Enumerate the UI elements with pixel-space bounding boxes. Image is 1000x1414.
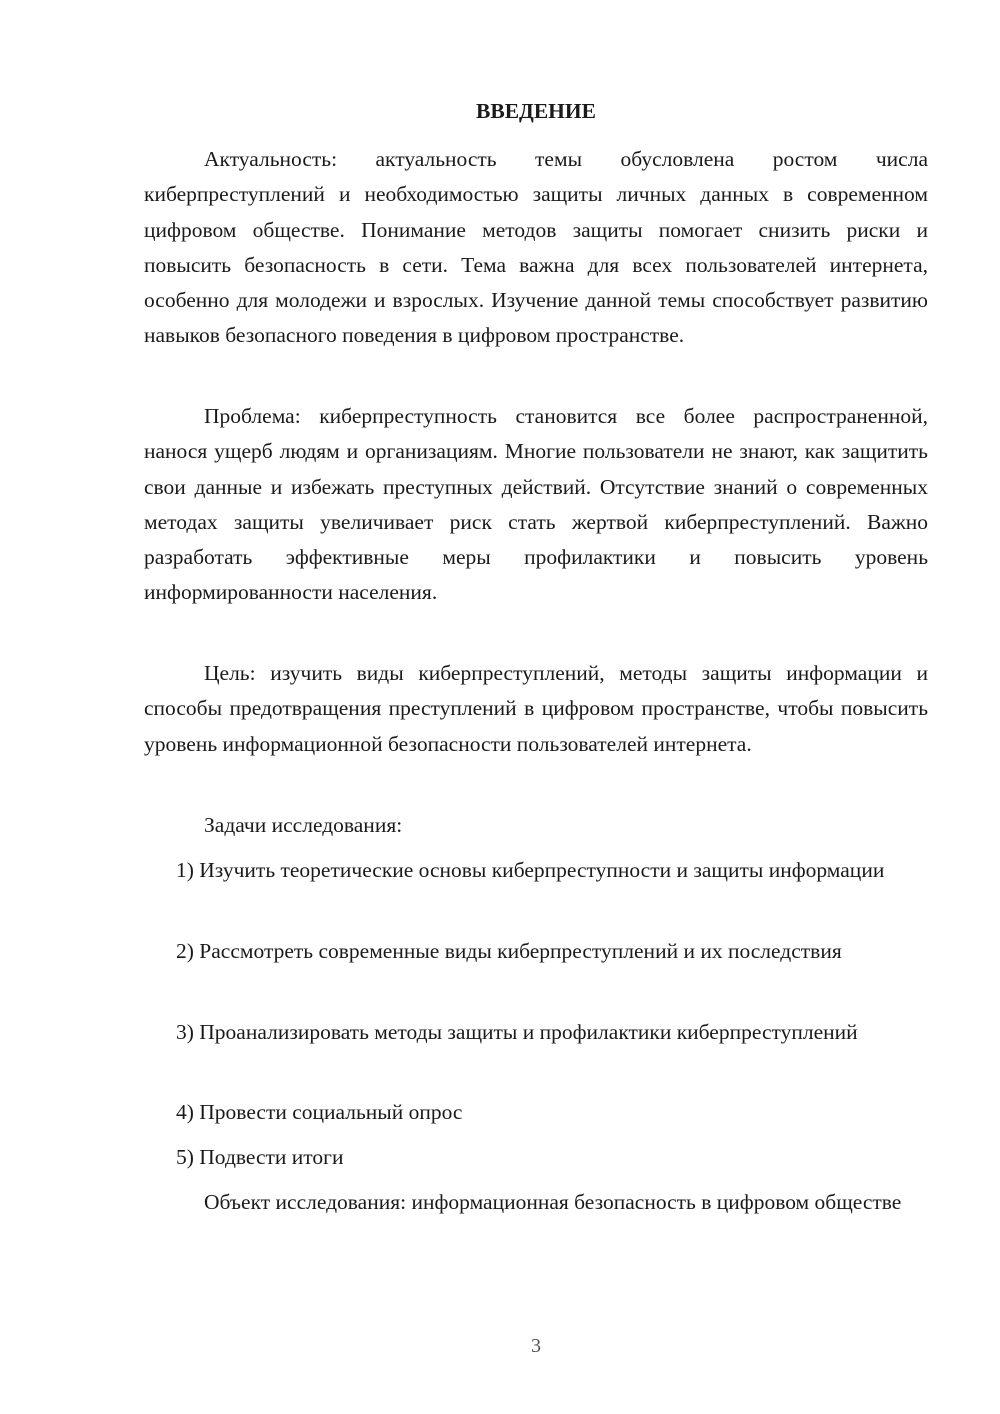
page-number: 3 xyxy=(531,1335,541,1357)
task-item-4: 4) Провести социальный опрос xyxy=(176,1100,463,1124)
object-paragraph: Объект исследования: информационная безопасность в цифровом обществе xyxy=(204,1190,902,1214)
tasks-intro: Задачи исследования: xyxy=(204,813,403,837)
relevance-paragraph: Актуальность: актуальность темы обусловлена ростом числа киберпреступлений и необходимостью защиты личных данных в современном цифровом обществе. Понимание методов защиты помогает снизить риски и повысить безопасность в сети. Тема важна для всех пользователей интернета, особенно для молодежи и взрослых. Изучение данной темы способствует развитию навыков безопасного поведения в цифровом пространстве. xyxy=(144,147,928,348)
task-item-1: 1) Изучить теоретические основы киберпреступности и защиты информации xyxy=(176,858,885,882)
goal-paragraph: Цель: изучить виды киберпреступлений, методы защиты информации и способы предотвращения преступлений в цифровом пространстве, чтобы повысить уровень информационной безопасности пользователей интернета. xyxy=(144,661,928,756)
task-item-5: 5) Подвести итоги xyxy=(176,1145,344,1169)
document-page xyxy=(144,0,928,1414)
task-item-3: 3) Проанализировать методы защиты и профилактики киберпреступлений xyxy=(176,1020,858,1044)
problem-paragraph: Проблема: киберпреступность становится все более распространенной, нанося ущерб людям и организациям. Многие пользователи не знают, как защитить свои данные и избежать преступных действий. Отсутствие знаний о современных методах защиты увеличивает риск стать жертвой киберпреступлений. Важно разработать эффективные меры профилактики и повысить уровень информированности населения. xyxy=(144,404,928,605)
task-item-2: 2) Рассмотреть современные виды киберпреступлений и их последствия xyxy=(176,939,842,963)
section-heading: ВВЕДЕНИЕ xyxy=(476,99,596,123)
